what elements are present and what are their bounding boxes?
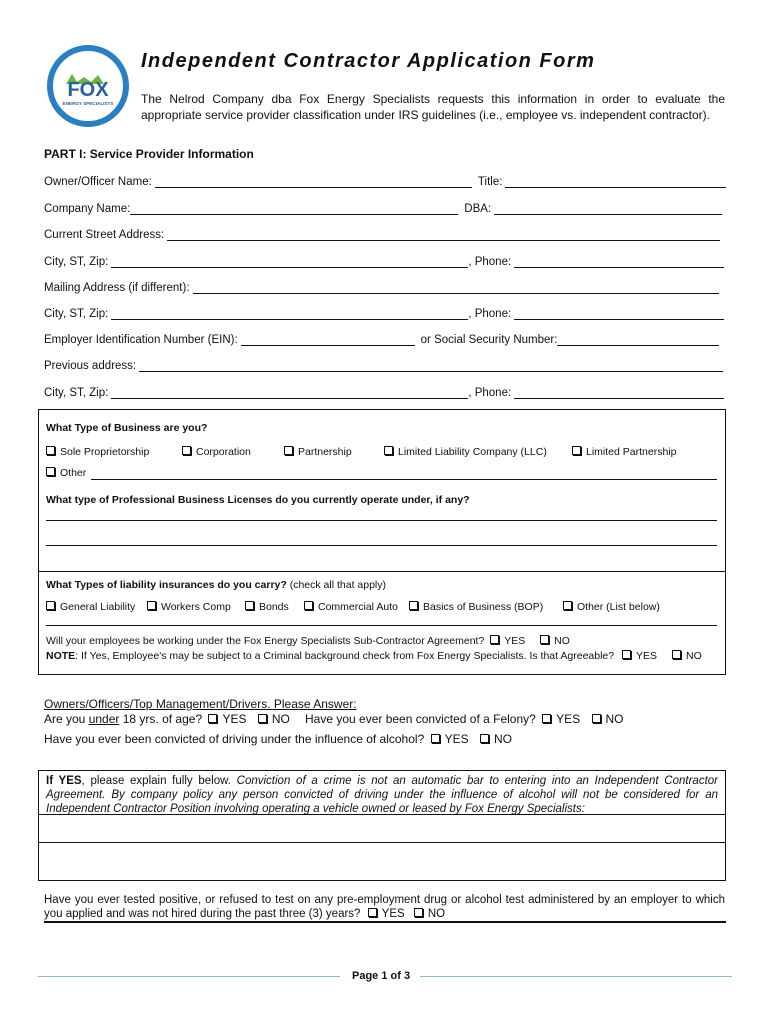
licenses-field-1[interactable] [46,520,717,521]
licenses-field-2[interactable] [46,545,717,546]
checkbox-icon[interactable] [384,446,393,455]
section-divider [44,921,726,923]
part1-heading: PART I: Service Provider Information [44,147,254,161]
checkbox-icon[interactable] [409,601,418,610]
owners-heading: Owners/Officers/Top Management/Drivers. Please Answer: [44,697,357,711]
ssn-field[interactable] [557,334,719,346]
street-label: Current Street Address: [44,229,165,241]
explanation-field-2[interactable] [39,843,725,879]
checkbox-icon[interactable] [182,446,191,455]
corporation-option[interactable]: Corporation [182,446,251,458]
city-label: City, ST, Zip: [44,308,109,320]
city-row-3 [44,383,726,399]
checkbox-icon[interactable] [304,601,313,610]
explanation-instructions: If YES, please explain fully below. Conviction of a crime is not an automatic bar to entering into an Independent Contractor Agreement. By company policy any person convicted of driving under the influence of alcohol will not be considered for an Independent Contractor Position involving operating a vehicle owned or leased by Fox Energy Specialists: [46,775,718,815]
llc-option[interactable]: Limited Liability Company (LLC) [384,446,547,458]
felony-question: Have you ever been convicted of a Felony? YES NO [305,712,624,726]
phone-label: , Phone: [468,256,512,268]
previous-label: Previous address: [44,360,137,372]
checkbox-icon[interactable] [368,908,377,917]
limited-partnership-option[interactable]: Limited Partnership [572,446,676,458]
previous-row [44,356,726,372]
title-field[interactable] [505,176,726,188]
insurance-question: What Types of liability insurances do you carry? (check all that apply) [46,579,386,591]
ssn-label: or Social Security Number: [420,334,558,346]
explanation-field-1[interactable] [39,815,725,842]
intro-paragraph: The Nelrod Company dba Fox Energy Specialists requests this information in order to evaluate the appropriate service provider classification under IRS guidelines (i.e., employee vs. independent contractor). [141,92,725,122]
explanation-box [38,770,726,881]
checkbox-icon[interactable] [622,650,631,659]
company-label: Company Name: [44,203,131,215]
sole-proprietorship-option[interactable]: Sole Proprietorship [46,446,149,458]
phone-field[interactable] [514,256,724,268]
company-name-field[interactable] [130,203,458,215]
city-label: City, ST, Zip: [44,387,109,399]
checkbox-icon[interactable] [46,601,55,610]
phone-label: , Phone: [468,308,512,320]
street-field[interactable] [167,229,720,241]
checkbox-icon[interactable] [431,734,440,743]
drug-test-question: Have you ever tested positive, or refused to test on any pre-employment drug or alcohol test administered by an employer to which you applied and was not hired during the past three (3) years? YES NO [44,894,725,920]
phone-field[interactable] [514,387,724,399]
city-row-2 [44,304,726,320]
footer-rule-right [420,976,732,977]
mailing-label: Mailing Address (if different): [44,282,190,294]
other-insurance-field[interactable] [46,625,717,626]
licenses-question: What type of Professional Business Licenses do you currently operate under, if any? [46,494,470,506]
page-number: Page 1 of 3 [352,970,411,982]
insurance-box [38,570,726,675]
dui-question: Have you ever been convicted of driving under the influence of alcohol? YES NO [44,732,512,746]
city-label: City, ST, Zip: [44,256,109,268]
checkbox-icon[interactable] [284,446,293,455]
general-liability-option[interactable]: General Liability [46,601,135,613]
checkbox-icon[interactable] [563,601,572,610]
checkbox-icon[interactable] [46,467,55,476]
form-title: Independent Contractor Application Form [141,50,596,72]
checkbox-icon[interactable] [147,601,156,610]
business-type-box [38,409,726,572]
title-label: Title: [477,176,503,188]
checkbox-icon[interactable] [480,734,489,743]
ein-field[interactable] [241,334,415,346]
checkbox-icon[interactable] [592,714,601,723]
previous-field[interactable] [139,360,723,372]
background-check-note: NOTE: If Yes, Employee's may be subject to a Criminal background check from Fox Energy Specialists. Is that Agreeable? YES NO [46,650,702,662]
owner-name-field[interactable] [155,176,472,188]
logo-sub: ENERGY SPECIALISTS [62,101,114,106]
ein-row [44,330,726,346]
checkbox-icon[interactable] [542,714,551,723]
ein-label: Employer Identification Number (EIN): [44,334,238,346]
owner-row [44,172,726,188]
business-question: What Type of Business are you? [46,422,208,434]
owner-label: Owner/Officer Name: [44,176,152,188]
street-row [44,225,726,241]
partnership-option[interactable]: Partnership [284,446,352,458]
checkbox-icon[interactable] [245,601,254,610]
bonds-option[interactable]: Bonds [245,601,289,613]
checkbox-icon[interactable] [46,446,55,455]
city-field[interactable] [111,308,468,320]
dba-field[interactable] [494,203,722,215]
other-business-field[interactable] [91,479,717,480]
dba-label: DBA: [464,203,492,215]
age-question: Are you under 18 yrs. of age? YES NO [44,712,290,726]
phone-field[interactable] [514,308,724,320]
phone-label: , Phone: [468,387,512,399]
commercial-auto-option[interactable]: Commercial Auto [304,601,398,613]
bop-option[interactable]: Basics of Business (BOP) [409,601,543,613]
other-business-option[interactable]: Other [46,467,86,479]
city-row-1 [44,252,726,268]
checkbox-icon[interactable] [258,714,267,723]
checkbox-icon[interactable] [572,446,581,455]
employees-question: Will your employees be working under the Fox Energy Specialists Sub-Contractor Agreement? YES NO [46,635,570,647]
checkbox-icon[interactable] [672,650,681,659]
city-field[interactable] [111,256,468,268]
other-insurance-option[interactable]: Other (List below) [563,601,660,613]
checkbox-icon[interactable] [414,908,423,917]
mailing-row [44,278,726,294]
fox-energy-logo [46,44,130,128]
mailing-field[interactable] [193,282,719,294]
checkbox-icon[interactable] [208,714,217,723]
checkbox-icon[interactable] [540,635,549,644]
checkbox-icon[interactable] [490,635,499,644]
city-field[interactable] [111,387,468,399]
logo-name: FOX [67,79,109,101]
footer-rule-left [38,976,340,977]
company-row [44,199,726,215]
workers-comp-option[interactable]: Workers Comp [147,601,231,613]
